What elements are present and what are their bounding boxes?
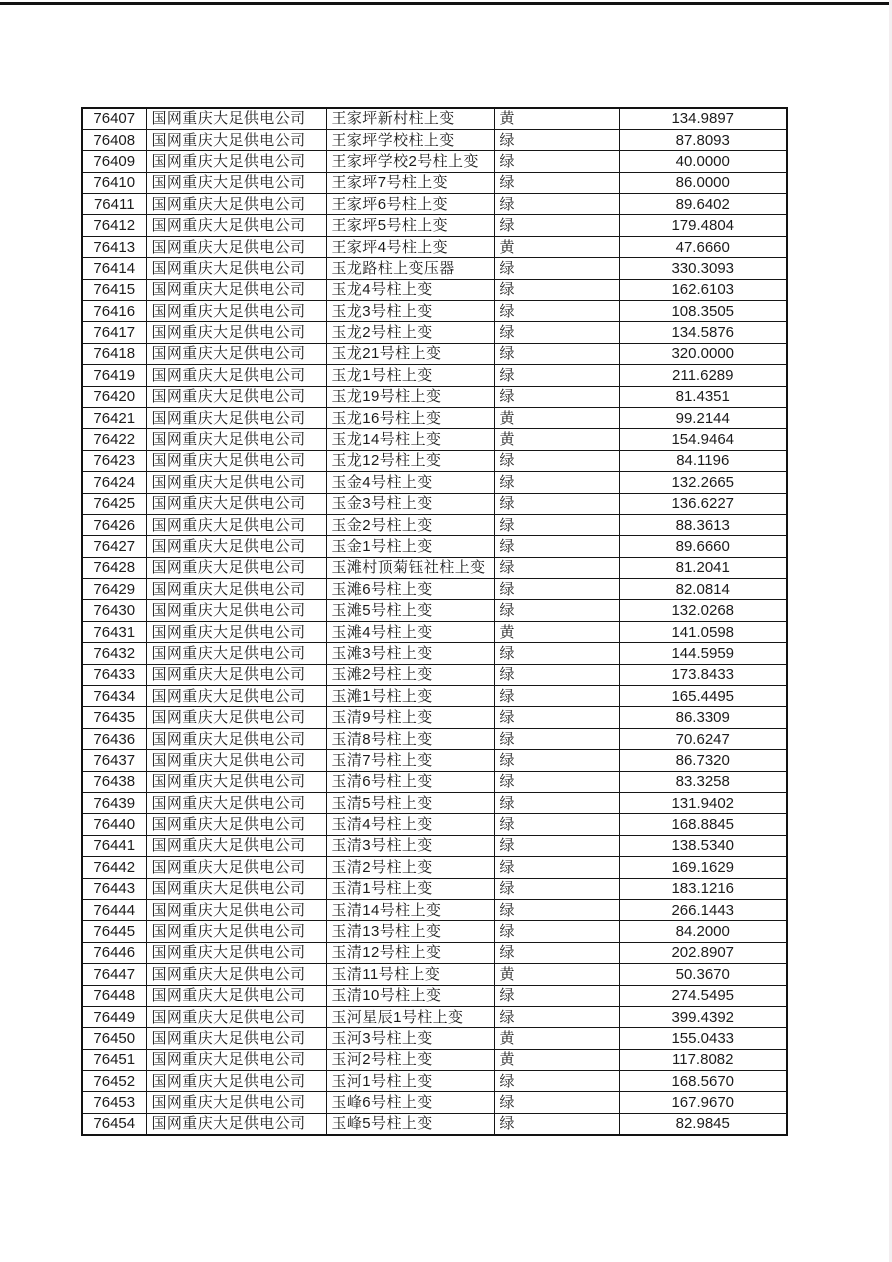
status-color-cell: 绿 (494, 750, 619, 771)
status-color-cell: 绿 (494, 151, 619, 172)
status-color-cell: 绿 (494, 878, 619, 899)
company-cell: 国网重庆大足供电公司 (146, 707, 326, 728)
company-cell: 国网重庆大足供电公司 (146, 579, 326, 600)
transformer-name-cell: 玉河星辰1号柱上变 (326, 1006, 494, 1027)
row-id-cell: 76449 (82, 1006, 146, 1027)
table-row (82, 1092, 787, 1113)
transformer-name-cell: 玉龙19号柱上变 (326, 386, 494, 407)
capacity-value-cell: 86.7320 (619, 750, 787, 771)
table-row (82, 151, 787, 172)
status-color-cell: 黄 (494, 621, 619, 642)
capacity-value-cell: 330.3093 (619, 258, 787, 279)
transformer-name-cell: 王家坪新村柱上变 (326, 108, 494, 129)
capacity-value-cell: 179.4804 (619, 215, 787, 236)
company-cell: 国网重庆大足供电公司 (146, 365, 326, 386)
row-id-cell: 76450 (82, 1028, 146, 1049)
capacity-value-cell: 144.5959 (619, 643, 787, 664)
row-id-cell: 76413 (82, 236, 146, 257)
status-color-cell: 绿 (494, 386, 619, 407)
status-color-cell: 绿 (494, 258, 619, 279)
row-id-cell: 76447 (82, 964, 146, 985)
company-cell: 国网重庆大足供电公司 (146, 129, 326, 150)
capacity-value-cell: 47.6660 (619, 236, 787, 257)
transformer-name-cell: 玉清12号柱上变 (326, 942, 494, 963)
transformer-name-cell: 王家坪学校2号柱上变 (326, 151, 494, 172)
table-row (82, 194, 787, 215)
status-color-cell: 绿 (494, 707, 619, 728)
company-cell: 国网重庆大足供电公司 (146, 536, 326, 557)
table-row (82, 407, 787, 428)
capacity-value-cell: 81.4351 (619, 386, 787, 407)
table-row (82, 365, 787, 386)
row-id-cell: 76434 (82, 686, 146, 707)
transformer-name-cell: 玉清3号柱上变 (326, 835, 494, 856)
status-color-cell: 绿 (494, 942, 619, 963)
company-cell: 国网重庆大足供电公司 (146, 1092, 326, 1113)
status-color-cell: 绿 (494, 793, 619, 814)
company-cell: 国网重庆大足供电公司 (146, 151, 326, 172)
capacity-value-cell: 132.2665 (619, 472, 787, 493)
company-cell: 国网重庆大足供电公司 (146, 322, 326, 343)
row-id-cell: 76424 (82, 472, 146, 493)
table-body (82, 108, 787, 1135)
row-id-cell: 76418 (82, 343, 146, 364)
table-row (82, 514, 787, 535)
company-cell: 国网重庆大足供电公司 (146, 429, 326, 450)
transformer-name-cell: 玉滩3号柱上变 (326, 643, 494, 664)
transformer-name-cell: 玉龙21号柱上变 (326, 343, 494, 364)
table-row (82, 857, 787, 878)
status-color-cell: 绿 (494, 279, 619, 300)
company-cell: 国网重庆大足供电公司 (146, 236, 326, 257)
capacity-value-cell: 173.8433 (619, 664, 787, 685)
capacity-value-cell: 89.6660 (619, 536, 787, 557)
company-cell: 国网重庆大足供电公司 (146, 878, 326, 899)
capacity-value-cell: 84.2000 (619, 921, 787, 942)
row-id-cell: 76422 (82, 429, 146, 450)
company-cell: 国网重庆大足供电公司 (146, 279, 326, 300)
capacity-value-cell: 117.8082 (619, 1049, 787, 1070)
transformer-name-cell: 玉清5号柱上变 (326, 793, 494, 814)
capacity-value-cell: 86.3309 (619, 707, 787, 728)
transformer-name-cell: 玉河2号柱上变 (326, 1049, 494, 1070)
capacity-value-cell: 202.8907 (619, 942, 787, 963)
row-id-cell: 76453 (82, 1092, 146, 1113)
company-cell: 国网重庆大足供电公司 (146, 450, 326, 471)
transformer-name-cell: 玉河1号柱上变 (326, 1071, 494, 1092)
company-cell: 国网重庆大足供电公司 (146, 942, 326, 963)
table-row (82, 429, 787, 450)
capacity-value-cell: 320.0000 (619, 343, 787, 364)
table-row (82, 793, 787, 814)
status-color-cell: 绿 (494, 472, 619, 493)
table-row (82, 258, 787, 279)
row-id-cell: 76419 (82, 365, 146, 386)
table-row (82, 450, 787, 471)
status-color-cell: 绿 (494, 215, 619, 236)
status-color-cell: 绿 (494, 686, 619, 707)
capacity-value-cell: 399.4392 (619, 1006, 787, 1027)
status-color-cell: 绿 (494, 921, 619, 942)
company-cell: 国网重庆大足供电公司 (146, 857, 326, 878)
status-color-cell: 黄 (494, 236, 619, 257)
capacity-value-cell: 132.0268 (619, 600, 787, 621)
company-cell: 国网重庆大足供电公司 (146, 472, 326, 493)
row-id-cell: 76452 (82, 1071, 146, 1092)
company-cell: 国网重庆大足供电公司 (146, 514, 326, 535)
table-row (82, 964, 787, 985)
row-id-cell: 76432 (82, 643, 146, 664)
table-row (82, 1071, 787, 1092)
status-color-cell: 绿 (494, 129, 619, 150)
status-color-cell: 绿 (494, 579, 619, 600)
row-id-cell: 76445 (82, 921, 146, 942)
status-color-cell: 绿 (494, 814, 619, 835)
row-id-cell: 76446 (82, 942, 146, 963)
company-cell: 国网重庆大足供电公司 (146, 557, 326, 578)
capacity-value-cell: 155.0433 (619, 1028, 787, 1049)
capacity-value-cell: 99.2144 (619, 407, 787, 428)
company-cell: 国网重庆大足供电公司 (146, 194, 326, 215)
table-row (82, 878, 787, 899)
company-cell: 国网重庆大足供电公司 (146, 172, 326, 193)
row-id-cell: 76448 (82, 985, 146, 1006)
transformer-name-cell: 玉龙3号柱上变 (326, 301, 494, 322)
transformer-name-cell: 玉清11号柱上变 (326, 964, 494, 985)
table-row (82, 771, 787, 792)
table-row (82, 728, 787, 749)
table-row (82, 707, 787, 728)
capacity-value-cell: 81.2041 (619, 557, 787, 578)
transformer-name-cell: 玉龙16号柱上变 (326, 407, 494, 428)
row-id-cell: 76454 (82, 1113, 146, 1135)
company-cell: 国网重庆大足供电公司 (146, 258, 326, 279)
capacity-value-cell: 168.5670 (619, 1071, 787, 1092)
transformer-name-cell: 玉龙路柱上变压器 (326, 258, 494, 279)
transformer-name-cell: 玉滩6号柱上变 (326, 579, 494, 600)
transformer-name-cell: 王家坪6号柱上变 (326, 194, 494, 215)
capacity-value-cell: 89.6402 (619, 194, 787, 215)
table-row (82, 600, 787, 621)
table-row (82, 108, 787, 129)
status-color-cell: 绿 (494, 322, 619, 343)
capacity-value-cell: 82.0814 (619, 579, 787, 600)
capacity-value-cell: 138.5340 (619, 835, 787, 856)
transformer-name-cell: 玉龙4号柱上变 (326, 279, 494, 300)
transformer-name-cell: 玉清1号柱上变 (326, 878, 494, 899)
capacity-value-cell: 169.1629 (619, 857, 787, 878)
capacity-value-cell: 134.9897 (619, 108, 787, 129)
status-color-cell: 绿 (494, 1092, 619, 1113)
transformer-name-cell: 王家坪4号柱上变 (326, 236, 494, 257)
capacity-value-cell: 131.9402 (619, 793, 787, 814)
page-top-edge-line (0, 2, 889, 5)
capacity-value-cell: 83.3258 (619, 771, 787, 792)
company-cell: 国网重庆大足供电公司 (146, 386, 326, 407)
capacity-value-cell: 183.1216 (619, 878, 787, 899)
capacity-value-cell: 84.1196 (619, 450, 787, 471)
row-id-cell: 76425 (82, 493, 146, 514)
status-color-cell: 绿 (494, 172, 619, 193)
row-id-cell: 76427 (82, 536, 146, 557)
status-color-cell: 绿 (494, 1071, 619, 1092)
row-id-cell: 76411 (82, 194, 146, 215)
row-id-cell: 76431 (82, 621, 146, 642)
transformer-name-cell: 玉峰6号柱上变 (326, 1092, 494, 1113)
status-color-cell: 黄 (494, 1028, 619, 1049)
transformer-name-cell: 玉滩1号柱上变 (326, 686, 494, 707)
transformer-name-cell: 玉清2号柱上变 (326, 857, 494, 878)
table-row (82, 301, 787, 322)
company-cell: 国网重庆大足供电公司 (146, 493, 326, 514)
table-row (82, 686, 787, 707)
transformer-name-cell: 玉龙14号柱上变 (326, 429, 494, 450)
table-row (82, 814, 787, 835)
company-cell: 国网重庆大足供电公司 (146, 108, 326, 129)
capacity-value-cell: 167.9670 (619, 1092, 787, 1113)
company-cell: 国网重庆大足供电公司 (146, 728, 326, 749)
row-id-cell: 76409 (82, 151, 146, 172)
status-color-cell: 黄 (494, 407, 619, 428)
status-color-cell: 绿 (494, 899, 619, 920)
table-row (82, 664, 787, 685)
row-id-cell: 76414 (82, 258, 146, 279)
table-row (82, 643, 787, 664)
capacity-value-cell: 108.3505 (619, 301, 787, 322)
row-id-cell: 76423 (82, 450, 146, 471)
row-id-cell: 76416 (82, 301, 146, 322)
capacity-value-cell: 168.8845 (619, 814, 787, 835)
row-id-cell: 76438 (82, 771, 146, 792)
row-id-cell: 76443 (82, 878, 146, 899)
row-id-cell: 76412 (82, 215, 146, 236)
capacity-value-cell: 70.6247 (619, 728, 787, 749)
status-color-cell: 绿 (494, 557, 619, 578)
status-color-cell: 绿 (494, 450, 619, 471)
company-cell: 国网重庆大足供电公司 (146, 750, 326, 771)
transformer-name-cell: 玉清8号柱上变 (326, 728, 494, 749)
table-row (82, 1028, 787, 1049)
table-row (82, 343, 787, 364)
transformer-name-cell: 玉金3号柱上变 (326, 493, 494, 514)
status-color-cell: 绿 (494, 771, 619, 792)
transformer-table (81, 107, 788, 1136)
row-id-cell: 76440 (82, 814, 146, 835)
transformer-name-cell: 玉清9号柱上变 (326, 707, 494, 728)
transformer-name-cell: 玉滩村顶菊钰社柱上变 (326, 557, 494, 578)
company-cell: 国网重庆大足供电公司 (146, 814, 326, 835)
status-color-cell: 黄 (494, 964, 619, 985)
transformer-name-cell: 玉金2号柱上变 (326, 514, 494, 535)
table-row (82, 472, 787, 493)
transformer-name-cell: 玉龙2号柱上变 (326, 322, 494, 343)
status-color-cell: 绿 (494, 365, 619, 386)
table-row (82, 1049, 787, 1070)
table-row (82, 322, 787, 343)
capacity-value-cell: 162.6103 (619, 279, 787, 300)
company-cell: 国网重庆大足供电公司 (146, 835, 326, 856)
row-id-cell: 76429 (82, 579, 146, 600)
row-id-cell: 76417 (82, 322, 146, 343)
capacity-value-cell: 86.0000 (619, 172, 787, 193)
status-color-cell: 绿 (494, 857, 619, 878)
table-row (82, 279, 787, 300)
transformer-name-cell: 王家坪学校柱上变 (326, 129, 494, 150)
row-id-cell: 76439 (82, 793, 146, 814)
row-id-cell: 76428 (82, 557, 146, 578)
transformer-name-cell: 玉河3号柱上变 (326, 1028, 494, 1049)
company-cell: 国网重庆大足供电公司 (146, 899, 326, 920)
company-cell: 国网重庆大足供电公司 (146, 964, 326, 985)
status-color-cell: 绿 (494, 514, 619, 535)
table-row (82, 985, 787, 1006)
status-color-cell: 绿 (494, 1113, 619, 1135)
capacity-value-cell: 50.3670 (619, 964, 787, 985)
row-id-cell: 76442 (82, 857, 146, 878)
status-color-cell: 绿 (494, 728, 619, 749)
status-color-cell: 绿 (494, 985, 619, 1006)
capacity-value-cell: 136.6227 (619, 493, 787, 514)
transformer-name-cell: 玉龙1号柱上变 (326, 365, 494, 386)
table-row (82, 536, 787, 557)
table-row (82, 942, 787, 963)
row-id-cell: 76433 (82, 664, 146, 685)
company-cell: 国网重庆大足供电公司 (146, 921, 326, 942)
status-color-cell: 绿 (494, 643, 619, 664)
table-row (82, 921, 787, 942)
table-row (82, 129, 787, 150)
transformer-name-cell: 王家坪5号柱上变 (326, 215, 494, 236)
capacity-value-cell: 82.9845 (619, 1113, 787, 1135)
company-cell: 国网重庆大足供电公司 (146, 1006, 326, 1027)
transformer-name-cell: 玉金1号柱上变 (326, 536, 494, 557)
status-color-cell: 绿 (494, 600, 619, 621)
status-color-cell: 黄 (494, 429, 619, 450)
status-color-cell: 绿 (494, 835, 619, 856)
status-color-cell: 黄 (494, 1049, 619, 1070)
transformer-name-cell: 玉清4号柱上变 (326, 814, 494, 835)
row-id-cell: 76436 (82, 728, 146, 749)
status-color-cell: 绿 (494, 664, 619, 685)
table-row (82, 1006, 787, 1027)
status-color-cell: 绿 (494, 343, 619, 364)
table-row (82, 579, 787, 600)
row-id-cell: 76435 (82, 707, 146, 728)
status-color-cell: 绿 (494, 536, 619, 557)
capacity-value-cell: 154.9464 (619, 429, 787, 450)
capacity-value-cell: 266.1443 (619, 899, 787, 920)
transformer-name-cell: 玉滩4号柱上变 (326, 621, 494, 642)
row-id-cell: 76451 (82, 1049, 146, 1070)
table-row (82, 236, 787, 257)
row-id-cell: 76430 (82, 600, 146, 621)
transformer-name-cell: 玉金4号柱上变 (326, 472, 494, 493)
company-cell: 国网重庆大足供电公司 (146, 343, 326, 364)
row-id-cell: 76444 (82, 899, 146, 920)
company-cell: 国网重庆大足供电公司 (146, 407, 326, 428)
table-row (82, 750, 787, 771)
capacity-value-cell: 88.3613 (619, 514, 787, 535)
row-id-cell: 76407 (82, 108, 146, 129)
transformer-name-cell: 玉龙12号柱上变 (326, 450, 494, 471)
table-row (82, 621, 787, 642)
status-color-cell: 绿 (494, 1006, 619, 1027)
company-cell: 国网重庆大足供电公司 (146, 686, 326, 707)
table-row (82, 557, 787, 578)
table-row (82, 215, 787, 236)
row-id-cell: 76421 (82, 407, 146, 428)
row-id-cell: 76408 (82, 129, 146, 150)
table-row (82, 1113, 787, 1135)
table-row (82, 386, 787, 407)
row-id-cell: 76415 (82, 279, 146, 300)
company-cell: 国网重庆大足供电公司 (146, 301, 326, 322)
transformer-name-cell: 玉清10号柱上变 (326, 985, 494, 1006)
transformer-name-cell: 玉清6号柱上变 (326, 771, 494, 792)
row-id-cell: 76420 (82, 386, 146, 407)
row-id-cell: 76441 (82, 835, 146, 856)
status-color-cell: 绿 (494, 493, 619, 514)
capacity-value-cell: 141.0598 (619, 621, 787, 642)
transformer-name-cell: 玉峰5号柱上变 (326, 1113, 494, 1135)
capacity-value-cell: 274.5495 (619, 985, 787, 1006)
company-cell: 国网重庆大足供电公司 (146, 643, 326, 664)
capacity-value-cell: 87.8093 (619, 129, 787, 150)
company-cell: 国网重庆大足供电公司 (146, 793, 326, 814)
table-row (82, 493, 787, 514)
company-cell: 国网重庆大足供电公司 (146, 985, 326, 1006)
row-id-cell: 76410 (82, 172, 146, 193)
transformer-name-cell: 玉滩2号柱上变 (326, 664, 494, 685)
company-cell: 国网重庆大足供电公司 (146, 664, 326, 685)
status-color-cell: 绿 (494, 301, 619, 322)
company-cell: 国网重庆大足供电公司 (146, 600, 326, 621)
capacity-value-cell: 211.6289 (619, 365, 787, 386)
transformer-name-cell: 玉清14号柱上变 (326, 899, 494, 920)
transformer-name-cell: 王家坪7号柱上变 (326, 172, 494, 193)
transformer-name-cell: 玉清7号柱上变 (326, 750, 494, 771)
capacity-value-cell: 134.5876 (619, 322, 787, 343)
company-cell: 国网重庆大足供电公司 (146, 1028, 326, 1049)
table-row (82, 835, 787, 856)
status-color-cell: 绿 (494, 194, 619, 215)
company-cell: 国网重庆大足供电公司 (146, 215, 326, 236)
status-color-cell: 黄 (494, 108, 619, 129)
table-row (82, 172, 787, 193)
transformer-name-cell: 玉滩5号柱上变 (326, 600, 494, 621)
company-cell: 国网重庆大足供电公司 (146, 1071, 326, 1092)
capacity-value-cell: 40.0000 (619, 151, 787, 172)
company-cell: 国网重庆大足供电公司 (146, 621, 326, 642)
company-cell: 国网重庆大足供电公司 (146, 1049, 326, 1070)
capacity-value-cell: 165.4495 (619, 686, 787, 707)
company-cell: 国网重庆大足供电公司 (146, 1113, 326, 1135)
row-id-cell: 76426 (82, 514, 146, 535)
table-row (82, 899, 787, 920)
row-id-cell: 76437 (82, 750, 146, 771)
transformer-name-cell: 玉清13号柱上变 (326, 921, 494, 942)
company-cell: 国网重庆大足供电公司 (146, 771, 326, 792)
